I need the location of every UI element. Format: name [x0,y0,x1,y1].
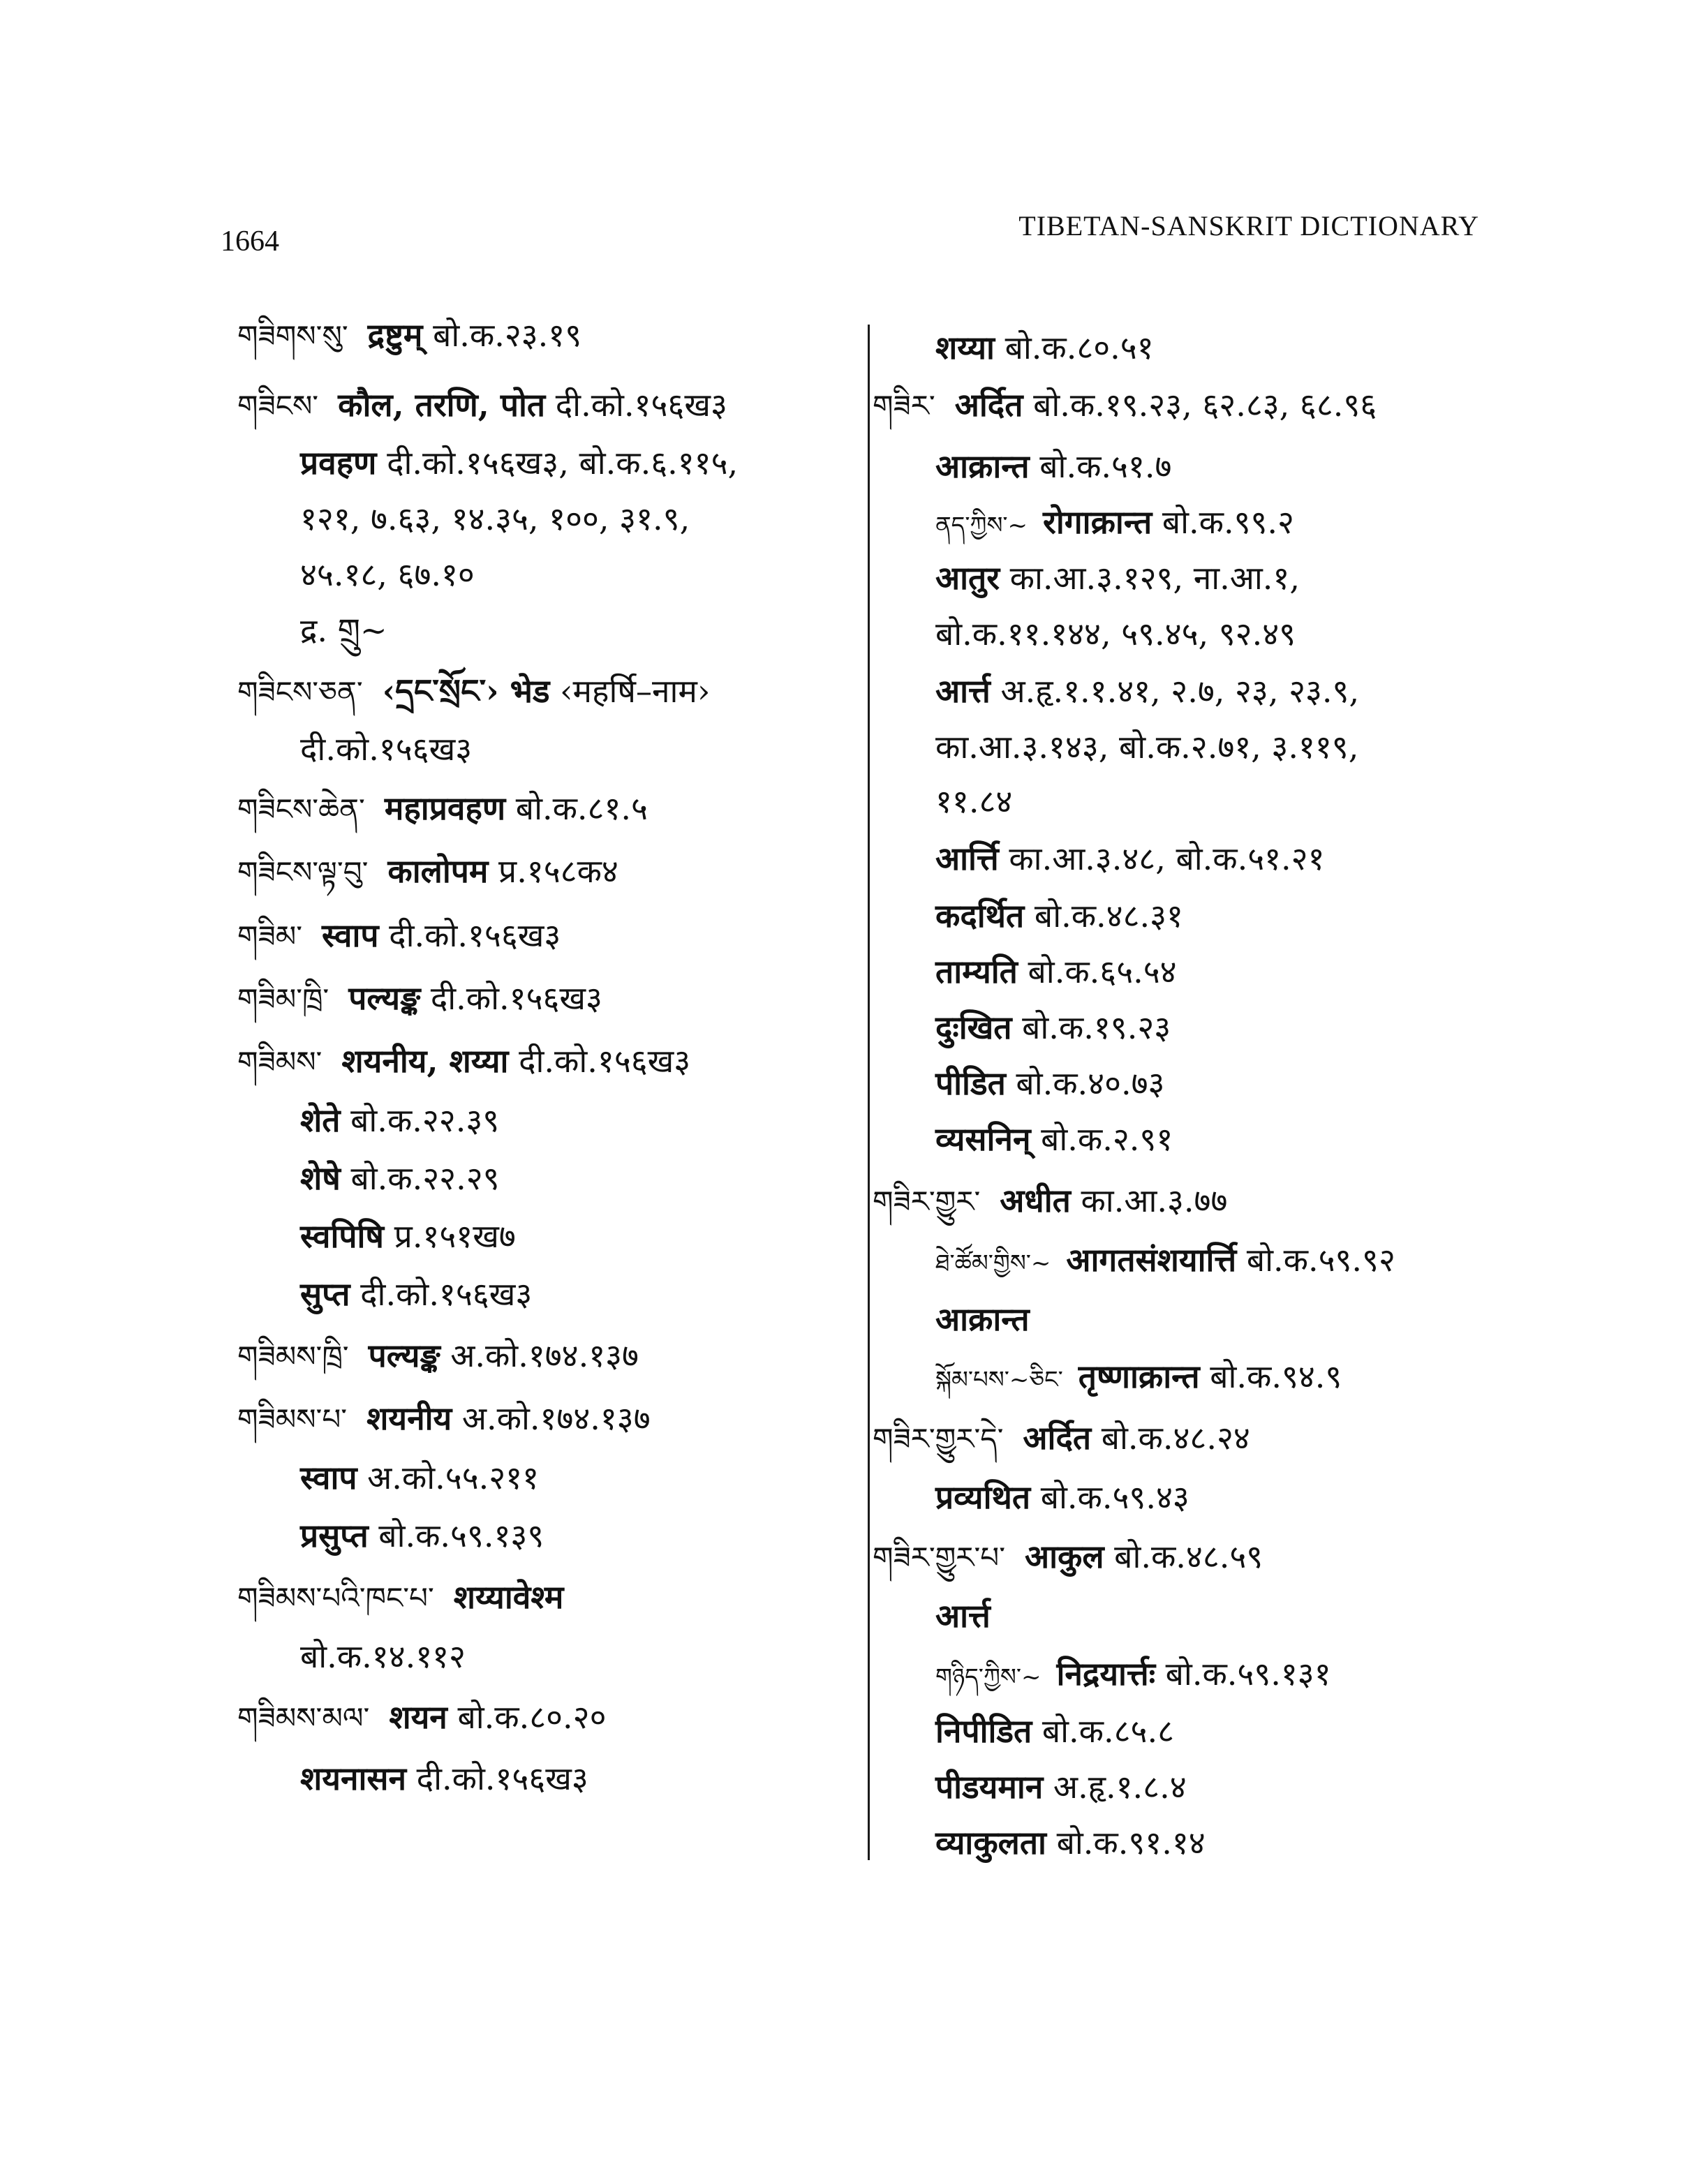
sanskrit-term: अर्दित [1023,1419,1092,1457]
sanskrit-term: आकुल [1025,1538,1104,1575]
sanskrit-term: आर्त्त [935,1597,991,1635]
entry-line [300,1215,516,1257]
reference: बो.क.१९.२३, ६२.८३, ६८.९६ [1033,386,1377,424]
entry-line [935,1476,1189,1518]
reference: बो.क.११.१४४, ५९.४५, ९२.४९ [935,615,1296,653]
reference: बो.क.८०.२० [457,1698,607,1736]
entry-line [237,787,648,831]
sanskrit-term: शयनासन [300,1760,407,1797]
entry-line [237,977,602,1020]
entry-line [300,554,475,595]
sanskrit-term: आक्रान्त [935,1300,1030,1338]
sanskrit-term: आर्त्ति [935,840,999,877]
column-rule [868,325,870,1860]
sanskrit-term: कौल, तरणि, पोत [338,386,546,424]
sanskrit-term: कालोपम [387,852,489,890]
reference: दी.को.१५६ख३ [519,1042,691,1080]
sanskrit-term: आतुर [935,559,1000,597]
sanskrit-term: शयन [389,1698,447,1736]
sanskrit-term: व्याकुलता [935,1824,1046,1862]
entry-line [237,314,581,357]
entry-line [935,613,1296,655]
reference: बो.क.४८.५९ [1114,1538,1263,1575]
reference: बो.क.४०.७३ [1016,1064,1165,1102]
reference: ‹महर्षि–नाम› [560,672,711,710]
sanskrit-term: व्यसनिन् [935,1120,1031,1158]
headword: གཟིགས་སུ་ [237,319,348,353]
headword: གཟིམས་མལ་ [237,1701,370,1735]
running-head: TIBETAN-SANSKRIT DICTIONARY [1018,210,1479,242]
tibetan-note: ཐེ་ཚོམ་གྱིས་~ [935,1249,1051,1277]
reference: बो.क.८५.८ [1042,1712,1174,1750]
sanskrit-term: शेषे [300,1159,341,1197]
sanskrit-term: आर्त्त [935,672,991,710]
entry-line [300,609,387,651]
reference: दी.को.१५६ख३ [430,979,602,1017]
entry-line [873,1536,1263,1579]
reference: बो.क.१९.२३ [1022,1009,1171,1046]
reference: प्र.१५१ख७ [394,1217,516,1255]
entry-line [935,1118,1173,1160]
entry-line [935,1006,1171,1048]
reference: १२१, ७.६३, १४.३५, १००, ३१.९, [300,500,690,537]
entry-line [935,895,1183,937]
entry-line [237,384,727,427]
reference: का.आ.३.१२९, ना.आ.१, [1009,559,1300,597]
entry-line [237,1335,639,1378]
headword: གཟིར་ [873,389,935,423]
sanskrit-term: पल्यङ्क [368,1337,440,1374]
sanskrit-term: प्रसुप्त [300,1517,369,1554]
reference: अ.को.५५.२११ [367,1459,539,1496]
reference: बो.क.२२.२९ [350,1159,500,1197]
sanskrit-term: पल्यङ्क [348,979,421,1017]
entry-line [935,1062,1164,1104]
entry-line [300,1635,466,1677]
headword: གཟིམས་པའི་ཁང་པ་ [237,1581,434,1615]
sanskrit-term: रोगाक्रान्त [1043,503,1152,541]
entry-line [237,1576,563,1619]
entry-line [935,1766,1187,1808]
sanskrit-term: अधीत [1000,1182,1071,1219]
sanskrit-term: ‹དྲང་སྲོང་› भेड [382,672,550,710]
reference: बो.क.९९.२ [1162,503,1294,541]
sanskrit-term: स्वाप [300,1459,357,1496]
reference: बो.क.२३.१९ [433,316,582,354]
sanskrit-term: शेते [300,1101,341,1139]
headword: གཟིམས་ཁྲི་ [237,1339,349,1374]
reference: दी.को.१५६ख३ [555,386,727,424]
headword: གཟིམ་ [237,919,303,953]
sanskrit-term: तृष्णाक्रान्त [1078,1358,1200,1395]
reference: बो.क.१४.११२ [300,1637,466,1675]
entry-line [935,1355,1342,1401]
reference: बो.क.५१.७ [1039,447,1172,485]
headword: གཟིངས་ཅན་ [237,675,363,709]
headword: གཟིམས་པ་ [237,1402,348,1436]
entry-line [935,1710,1174,1752]
sanskrit-term: कदर्थित [935,897,1025,935]
entry-line [300,1758,588,1799]
tibetan-note: གཉིད་ཀྱིས་~ [935,1663,1042,1691]
reference: अ.को.१७४.१३७ [450,1337,639,1374]
sanskrit-term: ताम्यति [935,953,1018,990]
reference: बो.क.४८.३१ [1034,897,1183,935]
tibetan-note: སྐོམ་པས་~ཅིང་ [935,1366,1063,1394]
entry-line [935,1822,1206,1864]
headword: གཟིར་གྱུར་ [873,1184,981,1219]
reference: बो.क.९१.१४ [1056,1824,1206,1862]
sanskrit-term: निद्रयार्त्तः [1056,1655,1156,1693]
entry-line [935,838,1325,879]
entry-line [935,780,1012,822]
sanskrit-term: प्रवहण [300,444,377,482]
reference: बो.क.५९.१३१ [1165,1655,1331,1693]
headword: གཟིངས་ཆེན་ [237,792,365,826]
entry-line [935,670,1359,712]
sanskrit-term: अर्दित [954,386,1023,424]
sanskrit-term: निपीडित [935,1712,1032,1750]
sanskrit-term: द्रष्टुम् [367,316,423,354]
sanskrit-term: शयनीय, शय्या [341,1042,509,1080]
page-number: 1664 [221,225,279,258]
entry-line [300,1457,539,1499]
entry-line [935,445,1171,487]
reference: बो.क.२२.३९ [350,1101,500,1139]
sanskrit-term: आक्रान्त [935,447,1030,485]
sanskrit-term: स्वाप [322,916,379,954]
sanskrit-term: पीडित [935,1064,1006,1102]
entry-line [935,1653,1331,1698]
headword: གཟིམ་ཁྲི་ [237,982,329,1016]
entry-line [935,726,1358,768]
entry-line [237,1397,651,1441]
reference: बो.क.९४.९ [1210,1358,1342,1395]
reference: दी.को.१५६ख३ [360,1275,533,1313]
entry-line [237,670,710,713]
entry-line [237,1696,607,1739]
reference: का.आ.३.१४३, बो.क.२.७१, ३.११९, [935,728,1359,766]
tibetan-note: ནད་ཀྱིས་~ [935,512,1028,540]
reference: बो.क.८०.५१ [1005,329,1154,366]
reference: दी.को.१५६ख३ [389,916,561,954]
sanskrit-term: शय्यावेश्म [453,1578,564,1616]
reference: अ.हृ.१.८.४ [1053,1768,1187,1806]
reference: दी.को.१५६ख३ [416,1760,588,1797]
reference: बो.क.८१.५ [515,789,648,827]
reference: दी.को.१५६ख३, बो.क.६.११५, [387,444,739,482]
sanskrit-term: स्वपिषि [300,1217,385,1255]
reference: प्र.१५८क४ [498,852,618,890]
sanskrit-term: महाप्रवहण [384,789,506,827]
entry-line [873,1180,1227,1223]
reference: बो.क.६५.५४ [1028,953,1177,990]
reference: बो.क.५९.४३ [1040,1478,1189,1516]
entry-line [300,1515,544,1557]
entry-line [935,501,1294,547]
sanskrit-term: शय्या [935,329,995,366]
entry-line [300,442,738,484]
entry-line [300,498,690,540]
entry-line [237,850,618,893]
reference: बो.क.५९.१३९ [378,1517,544,1554]
headword: གཟིངས་ལྟ་བུ་ [237,855,369,889]
entry-line [935,951,1177,993]
reference: का.आ.३.७७ [1081,1182,1228,1219]
entry-line [237,914,561,958]
sanskrit-term: दुःखित [935,1009,1012,1046]
entry-line [300,1157,500,1199]
reference: अ.को.१७४.१३७ [461,1399,651,1437]
reference: बो.क.५९.९२ [1246,1241,1395,1279]
sanskrit-term: पीडयमान [935,1768,1044,1806]
sanskrit-term: सुप्त [300,1275,350,1313]
entry-line [237,1040,690,1083]
reference: ४५.१८, ६७.१० [300,556,475,593]
entry-line [300,1273,532,1315]
headword: གཟིར་གྱུར་དེ་ [873,1422,1004,1456]
headword: གཟིར་གྱུར་པ་ [873,1540,1006,1575]
reference: ११.८४ [935,782,1013,820]
reference: बो.क.४८.२४ [1101,1419,1250,1457]
sanskrit-term: शयनीय [366,1399,452,1437]
entry-line [935,557,1300,599]
sanskrit-term: प्रव्यथित [935,1478,1031,1516]
entry-line [935,1239,1395,1284]
reference: द्र. གྲུ~ [300,611,387,649]
headword: གཟིམས་ [237,1045,323,1079]
entry-line [935,1298,1030,1340]
entry-line [935,1595,991,1637]
entry-line [300,1099,499,1141]
reference: बो.क.२.९१ [1041,1120,1173,1158]
sanskrit-term: आगतसंशयार्त्ति [1066,1241,1237,1279]
entry-line [873,1417,1250,1460]
headword: གཟིངས་ [237,389,319,423]
reference: का.आ.३.४८, बो.क.५१.२१ [1009,840,1325,877]
reference: दी.को.१५६ख३ [300,730,473,768]
entry-line [935,327,1154,369]
entry-line [873,384,1377,427]
reference: अ.हृ.१.१.४१, २.७, २३, २३.९, [1000,672,1360,710]
entry-line [300,728,472,770]
